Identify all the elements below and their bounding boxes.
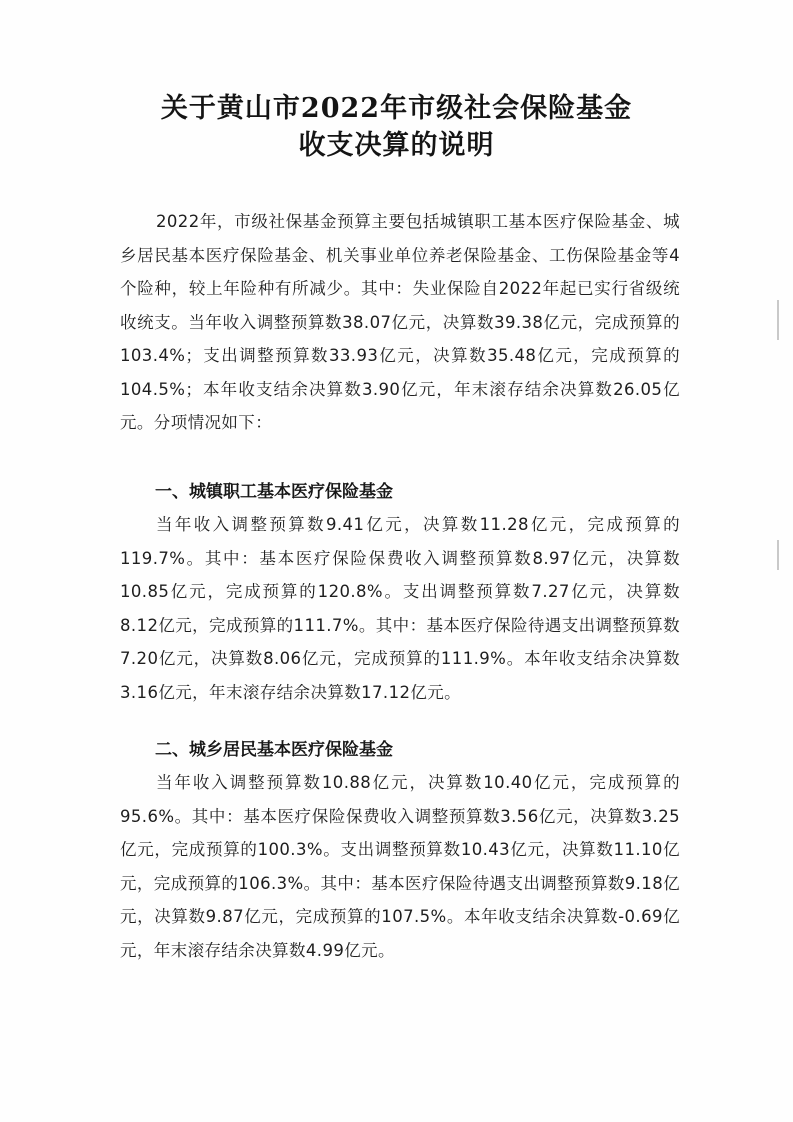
intro-paragraph: 2022年，市级社保基金预算主要包括城镇职工基本医疗保险基金、城乡居民基本医疗保险基金、机关事业单位养老保险基金、工伤保险基金等4个险种，较上年险种有所减少。其中：失业保险自2022年起已实行省级统收统支。当年收入调整预算数38.07亿元，决算数39.38亿元，完成预算的103.4%；支出调整预算数33.93亿元，决算数35.48亿元，完成预算的104.5%；本年收支结余决算数3.90亿元，年末滚存结余决算数26.05亿元。分项情况如下： — [120, 212, 680, 432]
section-2-paragraph: 当年收入调整预算数10.88亿元，决算数10.40亿元，完成预算的95.6%。其中：基本医疗保险保费收入调整预算数3.56亿元，决算数3.25亿元，完成预算的100.3%。支出调整预算数10.43亿元，决算数11.10亿元，完成预算的106.3%。其中：基本医疗保险待遇支出调整预算数9.18亿元，决算数9.87亿元，完成预算的107.5%。本年收支结余决算数-0.69亿元，年末滚存结余决算数4.99亿元。 — [120, 773, 680, 960]
section-1-paragraph: 当年收入调整预算数9.41亿元，决算数11.28亿元，完成预算的119.7%。其中：基本医疗保险保费收入调整预算数8.97亿元，决算数10.85亿元，完成预算的120.8%。支出调整预算数7.27亿元，决算数8.12亿元，完成预算的111.7%。其中：基本医疗保险待遇支出调整预算数7.20亿元，决算数8.06亿元，完成预算的111.9%。本年收支结余决算数3.16亿元，年末滚存结余决算数17.12亿元。 — [120, 515, 680, 702]
document-title-line-2: 收支决算的说明 — [298, 130, 495, 161]
section-2-heading: 二、城乡居民基本医疗保险基金 — [155, 740, 393, 760]
scan-edge-mark — [777, 300, 779, 340]
section-1-heading: 一、城镇职工基本医疗保险基金 — [155, 482, 393, 502]
document-title-line-1: 关于黄山市2022年市级社会保险基金 — [160, 93, 633, 124]
scan-edge-mark — [777, 540, 779, 570]
